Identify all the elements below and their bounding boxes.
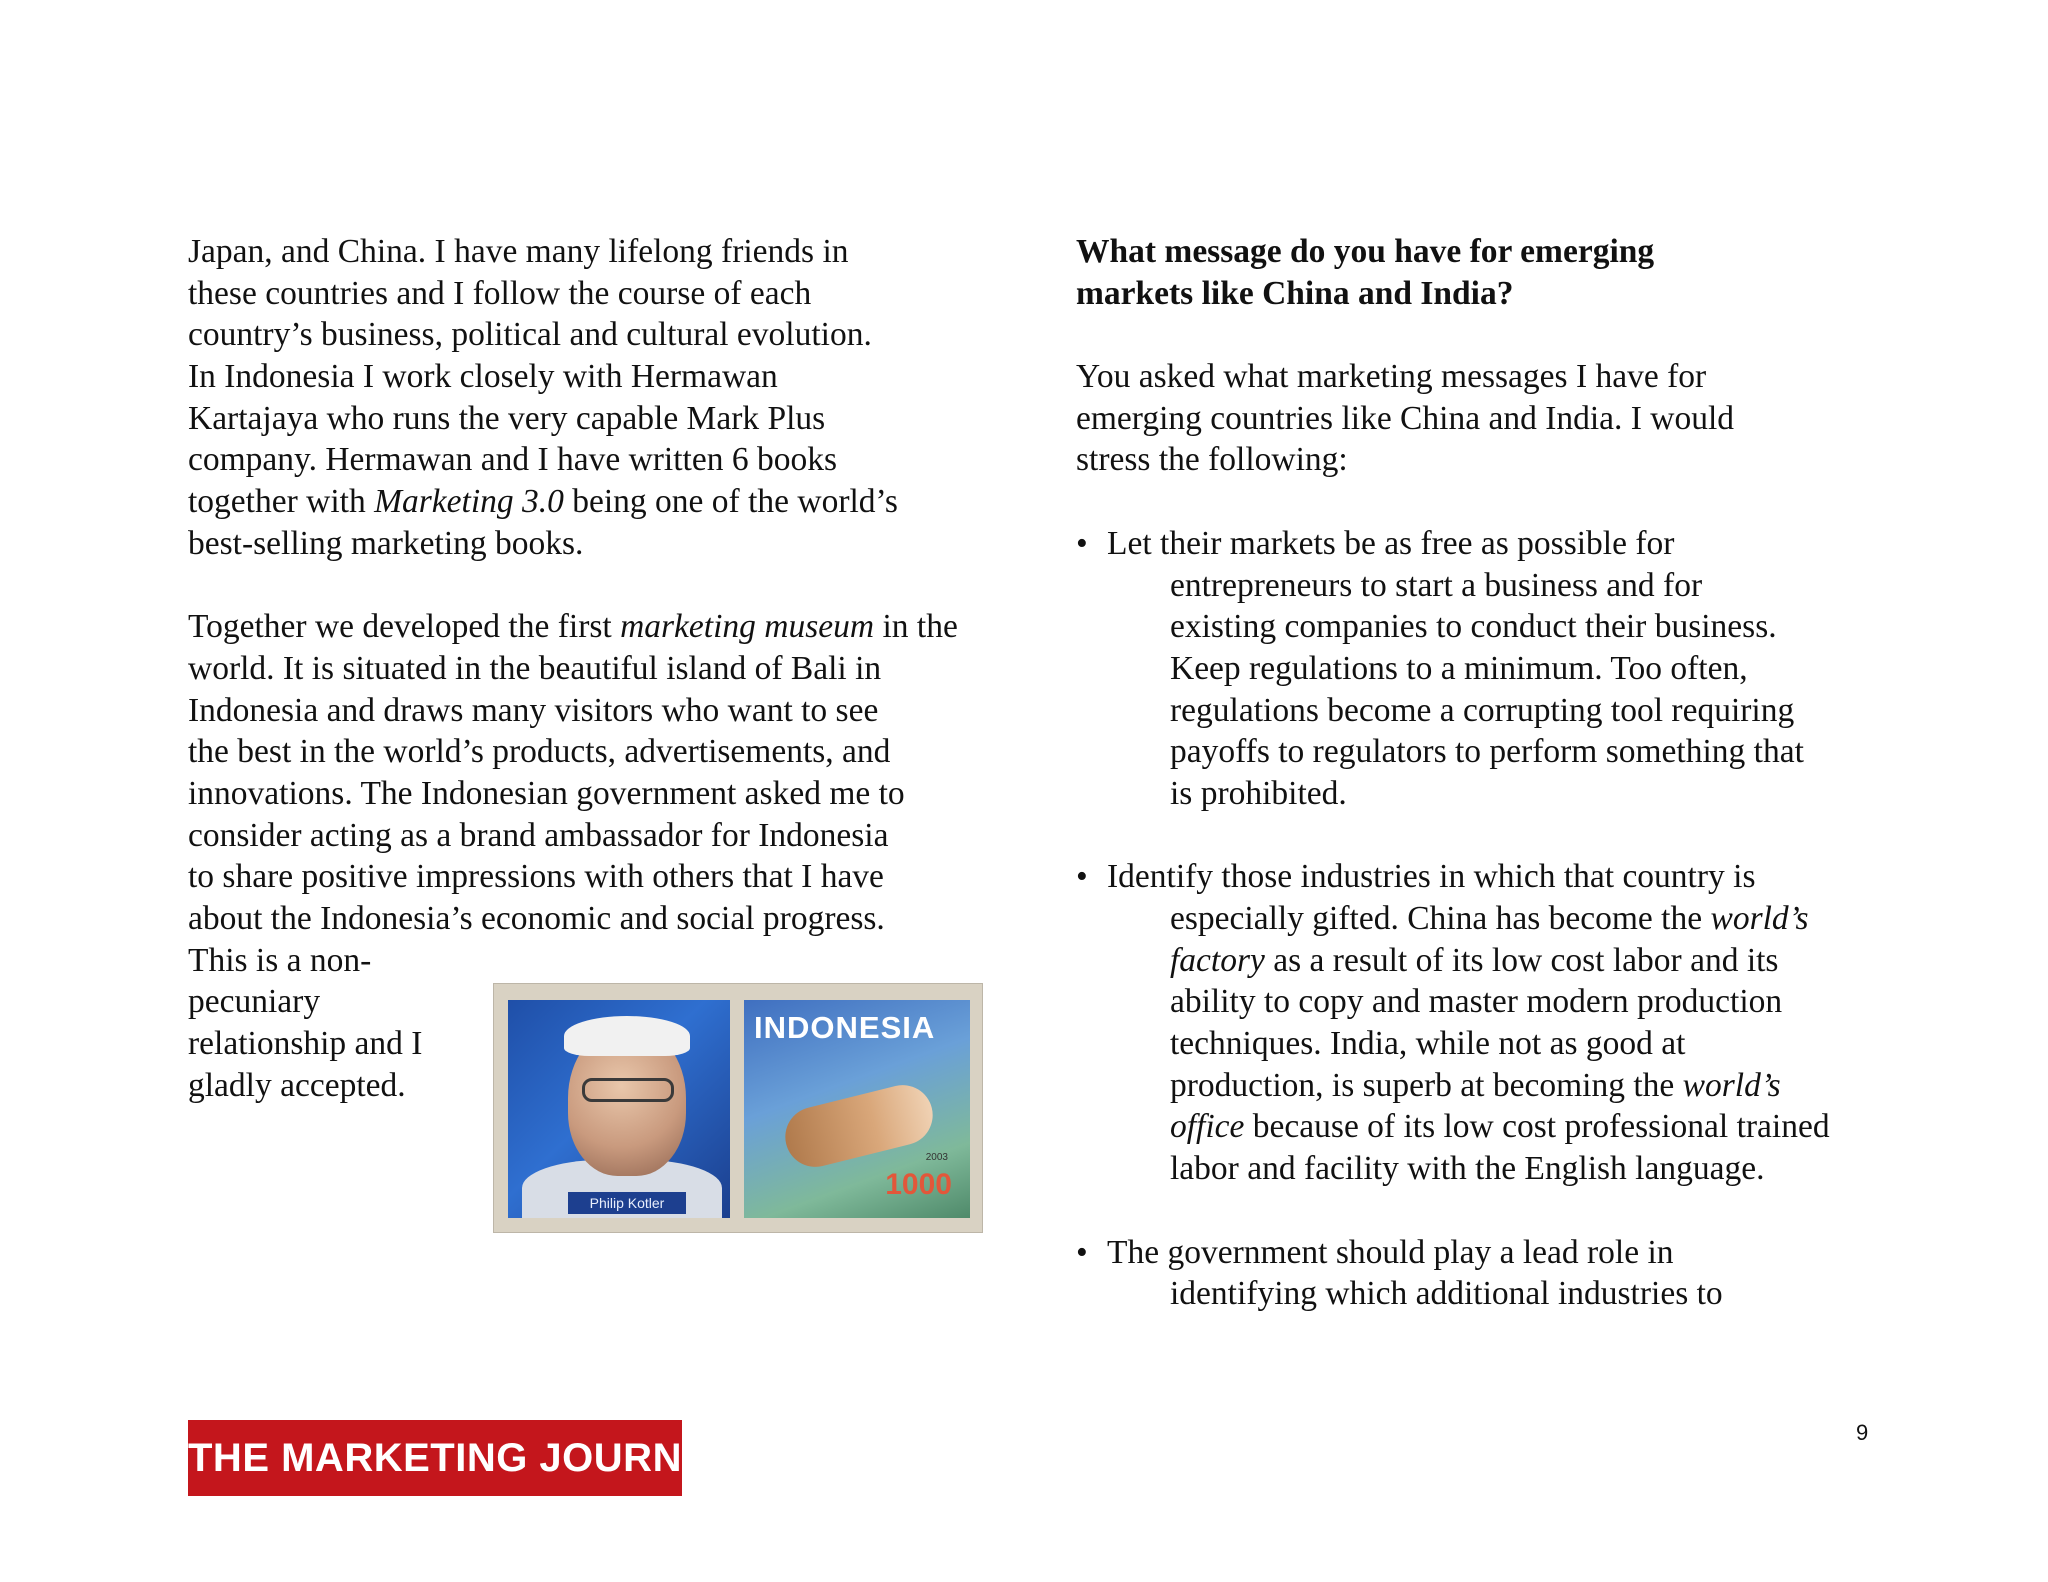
text-line: In Indonesia I work closely with Hermawan [188,358,778,396]
text-line: to share positive impressions with others that I have [188,858,884,896]
text-line [1076,940,1876,982]
bullet-icon: • [1076,524,1088,562]
text-line: relationship and I [188,1025,423,1063]
emphasis: world’s [1682,1066,1781,1104]
text-line: stress the following: [1076,441,1348,479]
text-segment: because of its low cost professional trained [1244,1108,1830,1146]
text-line [1076,898,1876,940]
text-line: ability to copy and master modern production [1170,983,1783,1021]
marketing-journal-logo: THE MARKETING JOURNAL [188,1420,682,1496]
text-segment: Let their markets be as free as possible for [1107,524,1675,562]
emphasis: office [1170,1108,1245,1146]
portrait-hair [564,1016,690,1056]
text-line: the best in the world’s products, advertisements, and [188,733,891,771]
text-line: Keep regulations to a minimum. Too often, [1170,649,1748,687]
bullet-icon: • [1076,1233,1088,1271]
indonesia-stamp-image [493,983,983,1233]
stamp-country-label: INDONESIA [754,1010,936,1045]
question-heading: markets like China and India? [1076,274,1514,312]
text-line: about the Indonesia’s economic and social progress. [188,900,885,937]
text-segment: being one of the world’s [563,483,898,521]
text-line: innovations. The Indonesian government asked me to [188,774,905,812]
stamp-portrait-panel [508,1000,730,1218]
text-line: payoffs to regulators to perform something that [1170,733,1804,771]
text-line: Kartajaya who runs the very capable Mark Plus [188,399,826,437]
portrait-glasses [582,1078,674,1102]
text-line [188,606,1028,648]
text-line: country’s business, political and cultural evolution. [188,316,872,354]
text-segment: The government should play a lead role in [1107,1233,1674,1271]
bullet-item [1076,856,1876,898]
paragraph-gap [1076,314,1876,356]
emphasis: world’s [1710,900,1809,937]
text-line: This is a non- [188,941,372,979]
text-line [1076,1106,1876,1148]
paragraph-gap [1076,1190,1876,1232]
bullet-icon: • [1076,858,1088,896]
bullet-item [1076,523,1876,565]
stamp-handshake-panel [744,1000,970,1218]
text-line: world. It is situated in the beautiful island of Bali in [188,649,882,687]
text-segment: Identify those industries in which that country is [1107,858,1756,896]
stamp-value: 1000 [885,1168,952,1201]
paragraph-gap [1076,815,1876,857]
text-line: techniques. India, while not as good at [1170,1025,1686,1063]
text-line: best-selling marketing books. [188,524,584,562]
text-line [188,481,1028,523]
text-segment: in the [874,608,958,646]
handshake-illustration [779,1079,939,1174]
text-line: You asked what marketing messages I have for [1076,358,1707,396]
text-line: pecuniary [188,983,321,1021]
text-line: Japan, and China. I have many lifelong friends in [188,233,849,270]
text-segment: as a result of its low cost labor and its [1264,941,1779,979]
text-segment: production, is superb at becoming the [1170,1066,1683,1104]
emphasis: marketing museum [620,608,875,646]
paragraph-gap [188,565,1028,607]
text-segment: together with [188,483,375,521]
text-segment: Together we developed the first [188,608,621,646]
paragraph-gap [1076,481,1876,523]
right-column [1076,231,1876,1315]
text-line: company. Hermawan and I have written 6 books [188,441,838,479]
text-line: these countries and I follow the course of each [188,274,812,312]
text-line: regulations become a corrupting tool requiring [1170,691,1795,729]
text-line: entrepreneurs to start a business and for [1170,566,1703,604]
text-line: existing companies to conduct their business. [1170,608,1777,646]
page-number: 9 [1856,1420,1869,1445]
left-column [188,231,1028,1106]
text-line: is prohibited. [1170,774,1347,812]
text-line: identifying which additional industries to [1170,1275,1723,1313]
stamp-name-label: Philip Kotler [568,1192,686,1214]
book-title: Marketing 3.0 [374,483,564,521]
text-line: gladly accepted. [188,1066,406,1104]
emphasis: factory [1170,941,1265,979]
stamp-year: 2003 [925,1152,948,1163]
bullet-item [1076,1232,1876,1274]
text-segment: especially gifted. China has become the [1170,900,1711,937]
text-line [1076,1065,1876,1107]
text-line: Indonesia and draws many visitors who want to see [188,691,879,729]
text-line: consider acting as a brand ambassador for Indonesia [188,816,889,854]
text-line: emerging countries like China and India. I would [1076,399,1735,437]
text-line: labor and facility with the English language. [1170,1150,1765,1188]
question-heading: What message do you have for emerging [1076,233,1655,270]
